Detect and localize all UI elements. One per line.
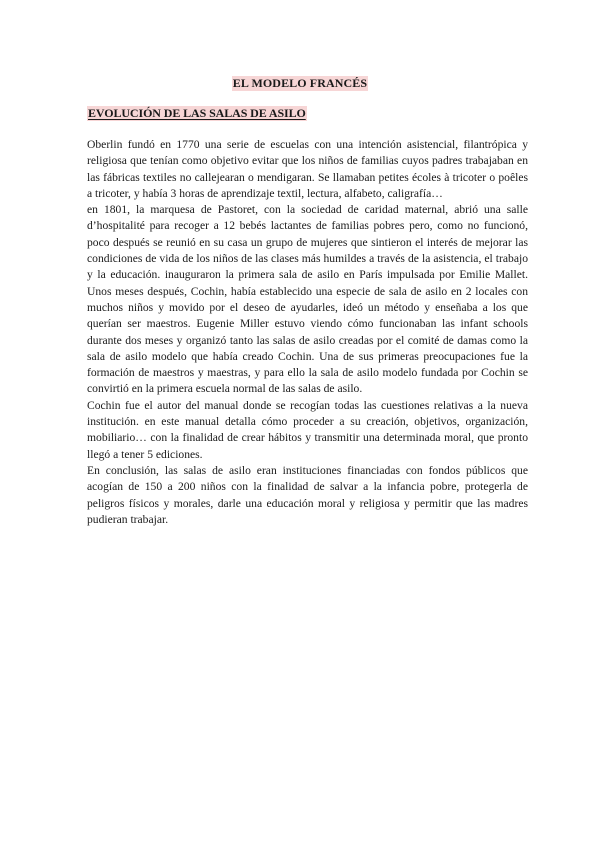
section-heading: EVOLUCIÓN DE LAS SALAS DE ASILO bbox=[88, 106, 306, 120]
paragraph-oberlin: Oberlin fundó en 1770 una serie de escuelas con una intención asistencial, filantrópica y religiosa que tenían como objetivo evitar que los niños de familias cuyos padres trabajaban en las fábricas textiles no callejearan o mendigaran. Se llamaban petites écoles à tricoter o poêles a tricoter, y había 3 horas de aprendizaje textil, lectura, alfabeto, caligrafía… bbox=[87, 138, 528, 200]
title-container bbox=[0, 74, 600, 92]
paragraph-pastoret-cochin: en 1801, la marquesa de Pastoret, con la sociedad de caridad maternal, abrió una salle d’hospitalité para recoger a 12 bebés lactantes de familias pobres pero, como no funcionó, poco después se reunió en su casa un grupo de mujeres que sintieron el interés de mejorar las condiciones de vida de los niños de las clases más humildes a través de la asistencia, el trabajo y la educación. inauguraron la primera sala de asilo en París impulsada por Emilie Mallet. Unos meses después, Cochin, había establecido una especie de sala de asilo en 2 locales con muchos niños y movido por el deseo de ayudarles, ideó un método y enseñaba a los que querían ser maestros. Eugenie Miller estuvo viendo cómo funcionaban las infant schools durante dos meses y organizó tanto las salas de asilo creadas por el comité de damas como la sala de asilo modelo que había creado Cochin. Una de sus primeras preocupaciones fue la formación de maestros y maestras, y para ello la sala de asilo modelo fundada por Cochin se convirtió en la primera escuela normal de las salas de asilo. bbox=[87, 203, 528, 396]
document-title: EL MODELO FRANCÉS bbox=[232, 76, 368, 90]
paragraph-conclusion: En conclusión, las salas de asilo eran instituciones financiadas con fondos públicos que acogían de 150 a 200 niños con la finalidad de salvar a la infancia pobre, protegerla de peligros físicos y morales, darle una educación moral y religiosa y permitir que las madres pudieran trabajar. bbox=[87, 463, 528, 526]
paragraph-cochin-manual: Cochin fue el autor del manual donde se recogían todas las cuestiones relativas a la nueva institución. en este manual detalla cómo proceder a su creación, objetivos, organización, mobiliario… con la finalidad de crear hábitos y transmitir una determinada moral, que pronto llegó a tener 5 ediciones. bbox=[87, 398, 528, 461]
document-body bbox=[87, 137, 528, 528]
